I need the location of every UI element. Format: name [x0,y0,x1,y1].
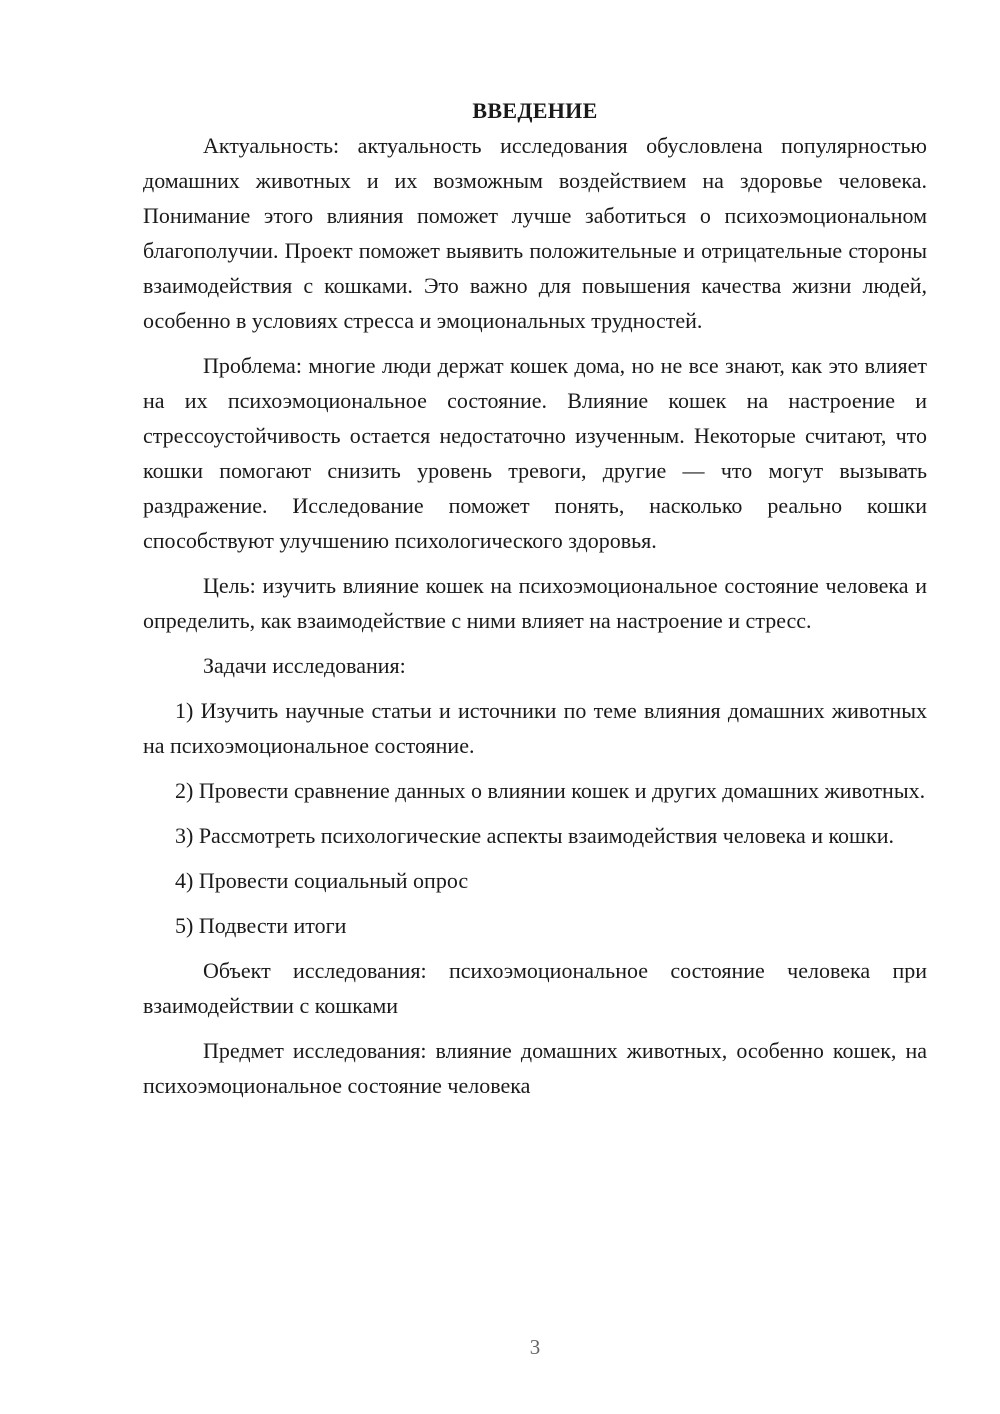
task-item-4: 4) Провести социальный опрос [175,868,469,893]
paragraph-relevance: Актуальность: актуальность исследования обусловлена популярностью домашних животных и их возможным воздействием на здоровье человека. Понимание этого влияния поможет лучше заботиться о психоэмоциональном благополучии. Проект поможет выявить положительные и отрицательные стороны взаимодействия с кошками. Это важно для повышения качества жизни людей, особенно в условиях стресса и эмоциональных трудностей. [143,133,927,333]
section-title: ВВЕДЕНИЕ [472,98,598,123]
document-body [143,93,927,1103]
task-item-3: 3) Рассмотреть психологические аспекты взаимодействия человека и кошки. [175,823,894,848]
paragraph-goal: Цель: изучить влияние кошек на психоэмоциональное состояние человека и определить, как взаимодействие с ними влияет на настроение и стресс. [143,573,927,633]
paragraph-object: Объект исследования: психоэмоциональное состояние человека при взаимодействии с кошками [143,958,927,1018]
paragraph-problem: Проблема: многие люди держат кошек дома, но не все знают, как это влияет на их психоэмоциональное состояние. Влияние кошек на настроение и стрессоустойчивость остается недостаточно изученным. Некоторые считают, что кошки помогают снизить уровень тревоги, другие — что могут вызывать раздражение. Исследование поможет понять, насколько реально кошки способствуют улучшению психологического здоровья. [143,353,927,553]
task-item-2: 2) Провести сравнение данных о влиянии кошек и других домашних животных. [175,778,926,803]
paragraph-subject: Предмет исследования: влияние домашних животных, особенно кошек, на психоэмоциональное состояние человека [143,1038,927,1098]
task-item-5: 5) Подвести итоги [175,913,347,938]
page-number: 3 [529,1335,541,1359]
paragraph-tasks-heading: Задачи исследования: [203,653,406,678]
task-item-1: 1) Изучить научные статьи и источники по теме влияния домашних животных на психоэмоциональное состояние. [143,698,927,758]
